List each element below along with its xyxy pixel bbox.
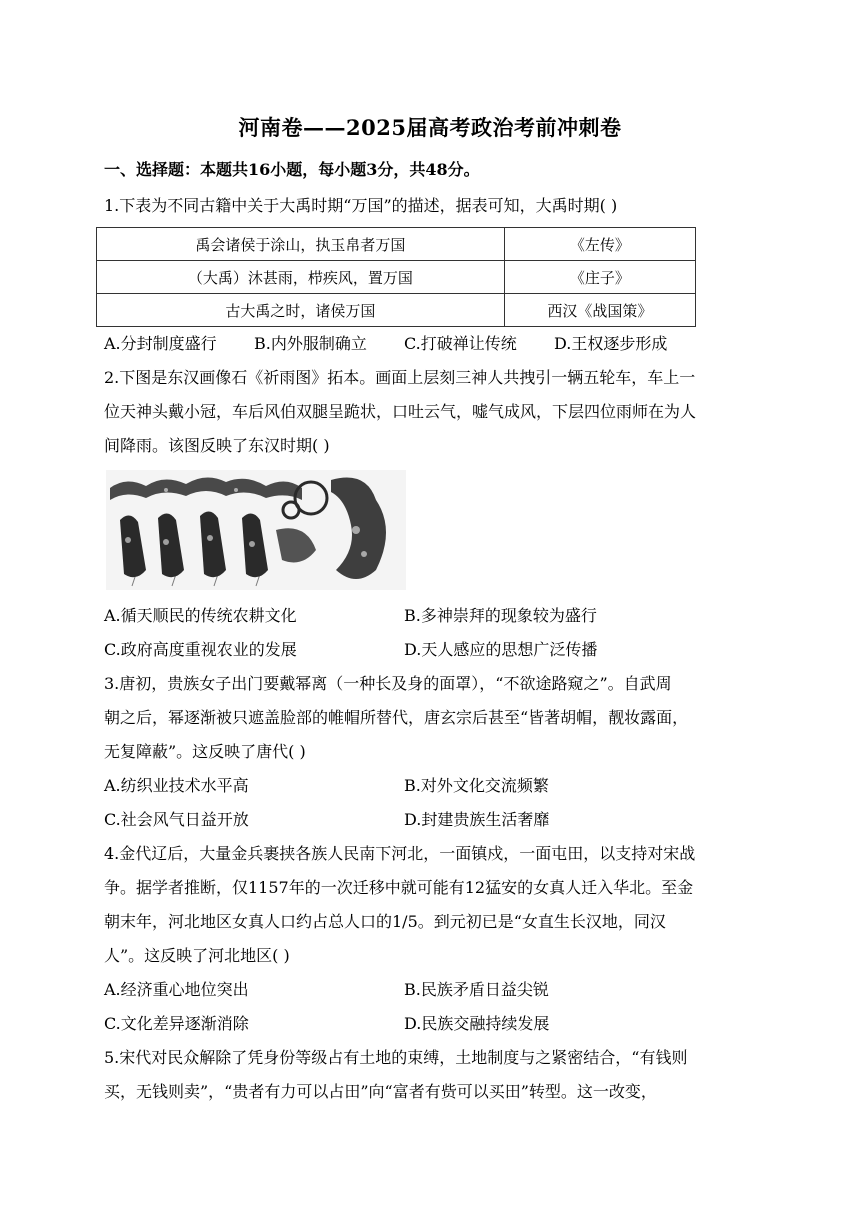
table-row: [97, 294, 696, 327]
question-4-line-4: 人”。这反映了河北地区( ): [104, 946, 290, 965]
question-3-option-c[interactable]: C.社会风气日益开放: [104, 810, 249, 829]
table-cell-text: 古大禹之时，诸侯万国: [97, 294, 505, 327]
question-3-option-b[interactable]: B.对外文化交流频繁: [404, 776, 549, 795]
table-cell-source: 《庄子》: [504, 261, 695, 294]
question-2-option-d[interactable]: D.天人感应的思想广泛传播: [404, 640, 598, 659]
table-cell-text: 禹会诸侯于涂山，执玉帛者万国: [97, 228, 505, 261]
question-2-option-a[interactable]: A.循天顺民的传统农耕文化: [104, 606, 297, 625]
question-4-line-3: 朝末年，河北地区女真人口约占总人口的1/5。到元初已是“女直生长汉地，同汉: [104, 912, 666, 931]
question-5-line-2: 买，无钱则卖”，“贵者有力可以占田”向“富者有赀可以买田”转型。这一改变，: [104, 1082, 657, 1101]
question-4-option-b[interactable]: B.民族矛盾日益尖锐: [404, 980, 549, 999]
table-cell-source: 西汉《战国策》: [504, 294, 695, 327]
question-1-option-d[interactable]: D.王权逐步形成: [554, 334, 668, 353]
question-1-option-b[interactable]: B.内外服制确立: [254, 334, 367, 353]
question-4-option-c[interactable]: C.文化差异逐渐消除: [104, 1014, 249, 1033]
question-2-line-3: 间降雨。该图反映了东汉时期( ): [104, 436, 330, 455]
question-4-line-2: 争。据学者推断，仅1157年的一次迁移中就可能有12猛安的女真人迁入华北。至金: [104, 878, 694, 897]
question-3-option-a[interactable]: A.纺织业技术水平高: [104, 776, 249, 795]
question-4-option-d[interactable]: D.民族交融持续发展: [404, 1014, 550, 1033]
question-4-option-a[interactable]: A.经济重心地位突出: [104, 980, 249, 999]
table-row: [97, 228, 696, 261]
question-2-option-c[interactable]: C.政府高度重视农业的发展: [104, 640, 297, 659]
question-2-option-b[interactable]: B.多神崇拜的现象较为盛行: [404, 606, 597, 625]
question-3-option-d[interactable]: D.封建贵族生活奢靡: [404, 810, 550, 829]
table-cell-text: （大禹）沐甚雨，栉疾风，置万国: [97, 261, 505, 294]
question-2-line-2: 位天神头戴小冠，车后风伯双腿呈跪状，口吐云气，嘘气成风，下层四位雨师在为人: [104, 402, 697, 421]
question-3-line-3: 无复障蔽”。这反映了唐代( ): [104, 742, 306, 761]
question-1-stem: 1.下表为不同古籍中关于大禹时期“万国”的描述，据表可知，大禹时期( ): [104, 196, 618, 215]
question-2-line-1: 2.下图是东汉画像石《祈雨图》拓本。画面上层刻三神人共拽引一辆五轮车，车上一: [104, 368, 696, 387]
page-title: 河南卷——2025届高考政治考前冲刺卷: [238, 115, 622, 140]
table-cell-source: 《左传》: [504, 228, 695, 261]
question-1-option-c[interactable]: C.打破禅让传统: [404, 334, 517, 353]
rain-rubbing-image: [106, 470, 406, 590]
question-1-table: [96, 227, 696, 327]
question-1-option-a[interactable]: A.分封制度盛行: [104, 334, 217, 353]
section-heading: 一、选择题：本题共16小题，每小题3分，共48分。: [104, 160, 480, 179]
question-3-line-2: 朝之后，幂逐渐被只遮盖脸部的帷帽所替代，唐玄宗后甚至“皆著胡帽，靓妆露面，: [104, 708, 689, 727]
question-4-line-1: 4.金代辽后，大量金兵裹挟各族人民南下河北，一面镇戍，一面屯田，以支持对宋战: [104, 844, 696, 863]
question-5-line-1: 5.宋代对民众解除了凭身份等级占有土地的束缚，土地制度与之紧密结合，“有钱则: [104, 1048, 688, 1067]
question-3-line-1: 3.唐初，贵族女子出门要戴幂离（一种长及身的面罩），“不欲途路窥之”。自武周: [104, 674, 672, 693]
table-row: [97, 261, 696, 294]
